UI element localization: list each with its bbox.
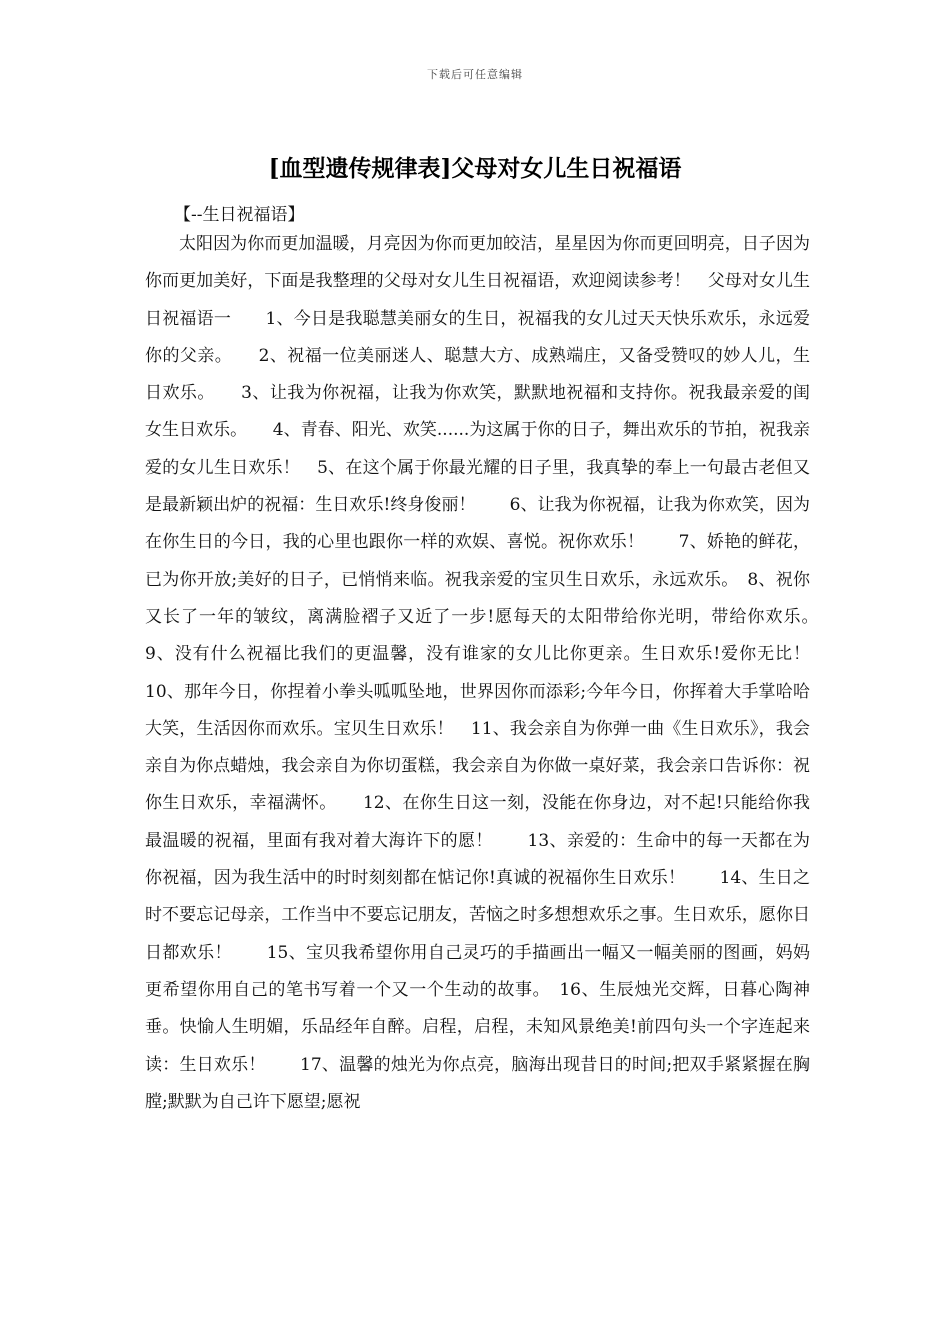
body-paragraph: 太阳因为你而更加温暖，月亮因为你而更加皎洁，星星因为你而更回明亮，日子因为你而更加美好，下面是我整理的父母对女儿生日祝福语，欢迎阅读参考！ 父母对女儿生日祝福语一 1、今日是我聪慧美丽女的生日，祝福我的女儿过天天快乐欢乐，永远爱你的父亲。 2、祝福一位美丽迷人、聪慧大方、成熟端庄，又备受赞叹的妙人儿，生日欢乐。 3、让我为你祝福，让我为你欢笑，默默地祝福和支持你。祝我最亲爱的闺女生日欢乐。 4、青春、阳光、欢笑......为这属于你的日子，舞出欢乐的节拍，祝我亲爱的女儿生日欢乐！ 5、在这个属于你最光耀的日子里，我真挚的奉上一句最古老但又是最新颖出炉的祝福：生日欢乐!终身俊丽！ 6、让我为你祝福，让我为你欢笑，因为在你生日的今日，我的心里也跟你一样的欢娱、喜悦。祝你欢乐！ 7、娇艳的鲜花，已为你开放;美好的日子，已悄悄来临。祝我亲爱的宝贝生日欢乐，永远欢乐。 8、祝你又长了一年的皱纹，离满脸褶子又近了一步!愿每天的太阳带给你光明，带给你欢乐。 9、没有什么祝福比我们的更温馨，没有谁家的女儿比你更亲。生日欢乐!爱你无比！ 10、那年今日，你捏着小拳头呱呱坠地，世界因你而添彩;今年今日，你挥着大手掌哈哈大笑，生活因你而欢乐。宝贝生日欢乐！ 11、我会亲自为你弹一曲《生日欢乐》，我会亲自为你点蜡烛，我会亲自为你切蛋糕，我会亲自为你做一桌好菜，我会亲口告诉你：祝你生日欢乐，幸福满怀。 12、在你生日这一刻，没能在你身边，对不起!只能给你我最温暖的祝福，里面有我对着大海许下的愿！ 13、亲爱的：生命中的每一天都在为你祝福，因为我生活中的时时刻刻都在惦记你!真诚的祝福你生日欢乐！ 14、生日之时不要忘记母亲，工作当中不要忘记朋友，苦恼之时多想想欢乐之事。生日欢乐，愿你日日都欢乐！ 15、宝贝我希望你用自己灵巧的手描画出一幅又一幅美丽的图画，妈妈更希望你用自己的笔书写着一个又一个生动的故事。 16、生辰烛光交辉，日暮心陶神垂。快愉人生明媚，乐品经年自醉。启程，启程，未知风景绝美!前四句头一个字连起来读：生日欢乐！ 17、温馨的烛光为你点亮，脑海出现昔日的时间;把双手紧紧握在胸膛;默默为自己许下愿望;愿祝 <box>145 234 844 1112</box>
header-note: 下载后可任意编辑 <box>427 68 523 81</box>
document-title: [血型遗传规律表]父母对女儿生日祝福语 <box>268 155 682 182</box>
section-heading: 【--生日祝福语】 <box>174 205 305 225</box>
